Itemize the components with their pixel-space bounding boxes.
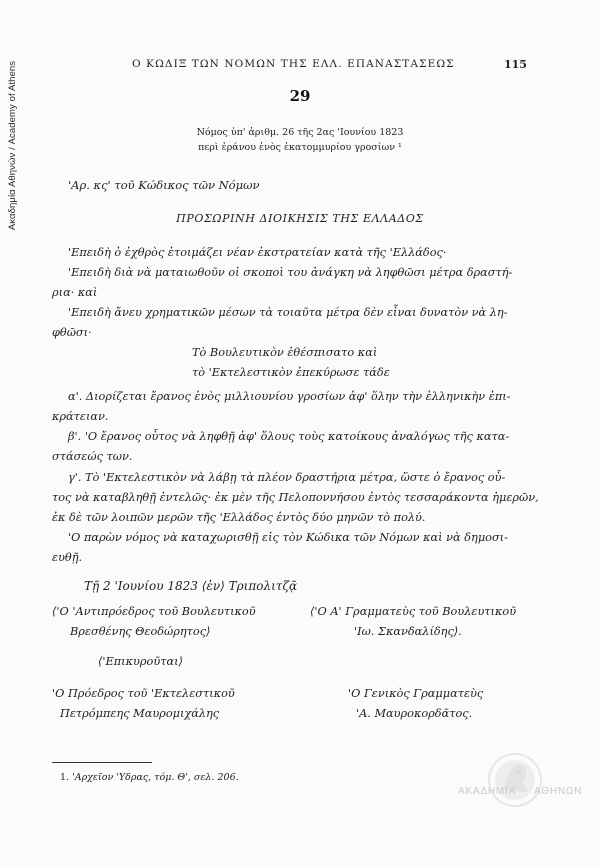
watermark-text-left: ΑΚΑΔΗΜΙΑ [458,786,517,797]
signature-general-secretary-title: 'Ο Γενικὸς Γραμματεὺς [348,687,484,700]
footnote-marker: 1. [60,772,70,783]
signature-secretary-title: ⟨'Ο Α' Γραμματεὺς τοῦ Βουλευτικοῦ [310,605,517,618]
article-line: στάσεώς των. [52,450,133,463]
signature-president-name: Πετρόμπεης Μαυρομιχάλης [60,707,220,720]
article-line: β'. 'Ο ἔρανος οὗτος νὰ ληφθῇ ἀφ' ὅλους τοὺς κατοίκους ἀναλόγως τῆς κατα- [68,430,510,443]
page-number: 115 [504,58,527,71]
signature-general-secretary-name: 'Α. Μαυροκορδᾶτος. [356,707,473,720]
enactment-line: Τὸ Βουλευτικὸν ἐθέσπισατο καὶ [192,346,378,359]
footnote-divider [52,762,152,763]
article-line: κράτειαν. [52,410,109,423]
signature-vice-president-title: ⟨'Ο 'Αντιπρόεδρος τοῦ Βουλευτικοῦ [52,605,256,618]
article-line: ἐκ δὲ τῶν λοιπῶν μερῶν τῆς 'Ελλάδος ἐντὸς δύο μηνῶν τὸ πολύ. [52,511,426,524]
watermark-text-right: ΑΘΗΝΩΝ [534,786,583,797]
enactment-line: τὸ 'Εκτελεστικὸν ἐπεκύρωσε τάδε [192,366,390,379]
article-line: τος νὰ καταβληθῇ ἐντελῶς· ἐκ μὲν τῆς Πελοποννήσου ἐντὸς τεσσαράκοντα ἡμερῶν, [52,491,539,504]
article-line: 'Ο παρὼν νόμος νὰ καταχωρισθῇ εἰς τὸν Κώδικα τῶν Νόμων καὶ νὰ δημοσι- [68,531,508,544]
signature-president-title: 'Ο Πρόεδρος τοῦ 'Εκτελεστικοῦ [52,687,235,700]
ratification-note: ⟨'Επικυροῦται⟩ [98,655,183,668]
law-title [0,125,600,155]
article-line: γ'. Τὸ 'Εκτελεστικὸν νὰ λάβῃ τὰ πλέον δραστήρια μέτρα, ὥστε ὁ ἔρανος οὗ- [68,471,506,484]
code-article-reference: 'Αρ. κς' τοῦ Κώδικος τῶν Νόμων [68,178,260,192]
document-number: 29 [289,87,311,105]
preamble-line: 'Επειδὴ ὁ ἐχθρὸς ἑτοιμάζει νέαν ἐκστρατείαν κατὰ τῆς 'Ελλάδος· [68,246,447,259]
law-title-line-2: περὶ ἐράνου ἑνὸς ἑκατομμυρίου γροσίων ¹ [198,142,402,153]
signature-secretary-name: 'Ιω. Σκανδαλίδης⟩. [354,625,462,638]
article-line: ευθῇ. [52,551,83,564]
archive-stamp-text: Ακαδημία Αθηνών / Academy of Athens [7,60,19,230]
signature-vice-president-name: Βρεσθένης Θεοδώρητος⟩ [70,625,211,638]
law-title-line-1: Νόμος ὑπ' ἀριθμ. 26 τῆς 2ας 'Ιουνίου 1823 [196,127,404,138]
footnote-text: 'Αρχεῖον 'Υδρας, τόμ. Θ', σελ. 206. [72,772,239,783]
footnote [60,772,239,783]
running-head: Ο ΚΩΔΙΞ ΤΩΝ ΝΟΜΩΝ ΤΗΣ ΕΛΛ. ΕΠΑΝΑΣΤΑΣΕΩΣ [132,58,455,70]
preamble-line: 'Επειδὴ διὰ νὰ ματαιωθοῦν οἱ σκοποὶ του ἀνάγκη νὰ ληφθῶσι μέτρα δραστή- [68,266,513,279]
preamble-line: ρια· καὶ [52,286,98,299]
preamble-line: 'Επειδὴ ἄνευ χρηματικῶν μέσων τὰ τοιαῦτα μέτρα δὲν εἶναι δυνατὸν νὰ λη- [68,306,508,319]
academy-seal-watermark [440,750,590,810]
date-place: Τῇ 2 'Ιουνίου 1823 ⟨ἐν⟩ Τριπολιτζᾷ [84,579,298,593]
preamble-line: φθῶσι· [52,326,92,339]
government-heading: ΠΡΟΣΩΡΙΝΗ ΔΙΟΙΚΗΣΙΣ ΤΗΣ ΕΛΛΑΔΟΣ [176,212,424,225]
article-line: α'. Διορίζεται ἔρανος ἑνὸς μιλλιουνίου γροσίων ἀφ' ὅλην τὴν ἑλληνικὴν ἐπι- [68,390,511,403]
